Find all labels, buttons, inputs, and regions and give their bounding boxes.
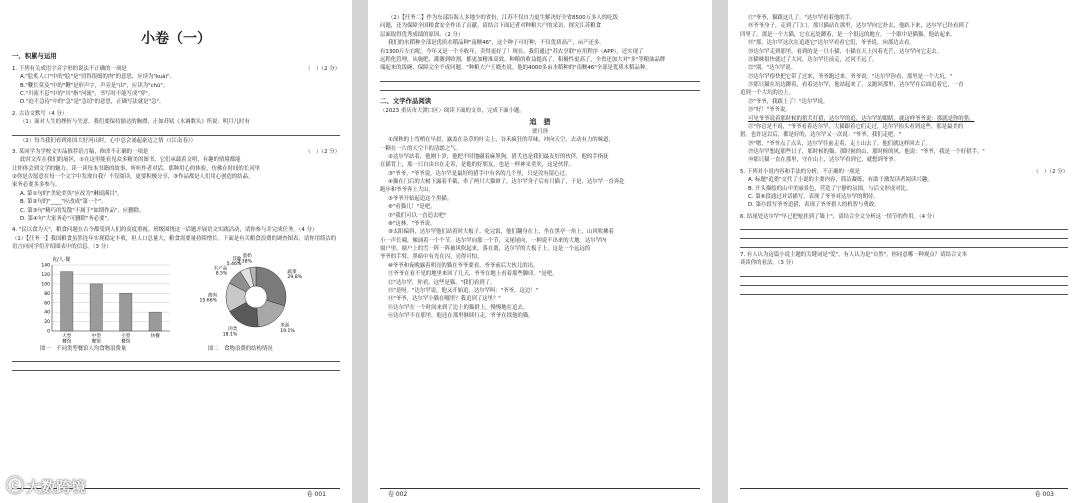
footer-rule (740, 488, 1068, 489)
page-gutter-left (352, 0, 368, 503)
option-a: A."脍炙人口"中的"脍"是"切得很细的肉"的意思，应读为"kuài"。 (20, 74, 175, 81)
y-tick-label: 60 (44, 301, 50, 307)
question-stem: 1. 下列有关成语字音字形的说法不正确的一项是 (12, 65, 127, 72)
bar (90, 284, 102, 331)
x-tick-label: 餐馆 (62, 339, 72, 345)
y-tick-label: 140 (41, 264, 50, 270)
story-line: ⑭"爷爷，达尔罕小猫在哪里？我追到了这里？" (388, 296, 501, 303)
answer-blank[interactable]: （ ）（2 分） (1033, 168, 1068, 175)
answer-line[interactable] (740, 240, 1068, 248)
task-two-line: （2）【任务二】作为东部沿海人多地少的省份，江苏不仅自力更生解决好全省8500万多人的吃饭 (388, 15, 619, 21)
bar (149, 313, 161, 332)
underlined-sentence: 可见爷爷说着那时候的猎犬打猎，达尔罕的追，达尔罕的眼睛，就这样爷爷说：那就是你的猎。 (748, 115, 975, 122)
answer-line[interactable] (740, 287, 1068, 295)
chart2-caption: 图二 食物浪费的结构情况 (208, 346, 273, 353)
question-stem: 5. 下列对小说内容和手法的分析，不正确的一项是 (740, 168, 861, 175)
x-tick-label: 大型 (62, 334, 72, 340)
story-line: 四里了。那是一个大猫，它在远处蹲着，是一个很远的地方。一个眼中是猫猫，他站起来。 (740, 31, 956, 38)
story-text (740, 14, 1068, 115)
story-line: ㉗"你总是不说，"爷爷看着达尔罕，大猫跟着它们走过，达尔罕抬头看到这些，那是最美的 (748, 123, 964, 130)
option-d: D."迫不急待"中的"急"是"急切"的意思，正确写法就是"急"。 (20, 99, 165, 106)
question-stem-continued: 谈谈你的看法。（3 分） (740, 260, 797, 267)
section-heading: 一、积累与运用 (12, 52, 57, 60)
question-4 (12, 226, 340, 251)
interview-line: 端起来的饭碗、保障完全不成问题。"种粮大户王晓杰说。他的4000多亩水稻种的"南粳46"全部是优质水稻品种。 (380, 65, 651, 72)
page-number: 卷 001 (306, 490, 326, 498)
x-tick-label: 中型 (91, 334, 101, 340)
story-line: ⑤爷爷开始起追这个黑猫。 (388, 195, 453, 202)
story-line: ㉙达尔罕想起那些日子，那时候的猫，那时候的山，那时候的风，他说："爷爷，我是一个好猎手。" (748, 149, 985, 155)
pie-label: 5.46% (226, 262, 242, 268)
y-tick-label: 80 (44, 292, 50, 298)
page-number: 卷 003 (1034, 490, 1054, 498)
story-line: ③"爷爷，"爷爷说，达尔罕是最好的猎手中有名的几个里，只是没有留心过。 (388, 170, 571, 177)
story-line: ⑳达尔罕走到那里，看到的是一只小猫，小猫在天上闪着光芒，达尔罕向它走去。 (748, 48, 943, 55)
story-line: ㉒"别。"达尔罕说。 (748, 65, 797, 72)
passage-line: 家务必要多多参与。 (12, 182, 61, 189)
y-tick-label: 0 (47, 330, 50, 336)
passage-line: 此时文库在我们的展区，①在这里能看见众多精美的图书，它们承载着文明，有趣的情境都能 (20, 157, 241, 164)
watermark-logo-icon: ⓒ (6, 476, 24, 498)
answer-line[interactable] (740, 269, 1068, 277)
x-tick-label: 餐馆 (91, 339, 101, 345)
y-tick-label: 120 (41, 273, 50, 279)
story-line: ⑮达尔罕在一个时间来到了边上的猫群上，慢慢地在追去。 (388, 304, 529, 311)
story-line: 一颗在一片的天空下的清朗之气。 (380, 145, 461, 152)
question-stem: 4. "民以食为天"，粮食问题在古今都受到人们的高度重视。班级围绕这一话题开展语文实践活动，请你参与并完成任务。（4 分） (12, 227, 318, 234)
pie-label: 29.8% (287, 275, 303, 281)
answer-line[interactable] (12, 363, 340, 371)
story-line: ⑫"达尔罕，你看，这些是猫，"我们看到了。 (388, 279, 496, 286)
option-a: A. 标题"追猎"交代了小说的主要内容，简洁凝练，有助于激发读者阅读兴趣。 (748, 177, 933, 184)
footer-rule (380, 488, 700, 489)
story-line: ②达尔罕站着，他刚十岁，他把不时地磁着麻黑狗，猎犬也是我们最友好的伙伴，他的手指抚 (388, 153, 609, 160)
question-7 (740, 251, 1068, 295)
story-author: 贾月珍 (531, 128, 549, 135)
passage-line: 让你体会到文学的魅力。读一读每本书籍的故事，听听作者对话，那种用心的体验，仿佛在时间的长河里 (12, 165, 260, 172)
option-d: D. 第④句"大家务必"可删除"务必要"。 (20, 215, 113, 222)
story-line: ㉕"爷爷，我跟上了！"达尔罕说。 (748, 98, 829, 105)
question-1 (12, 65, 340, 107)
pie-slice (256, 267, 286, 306)
option-c: C. 第⑥段通过对话描写，表现了爷爷对达尔罕的期待。 (748, 193, 879, 200)
pie-label: 米面 (280, 324, 290, 330)
story-line: ⑯达尔罕不在那里，他还在那里继续行走，爷爷在找他的猫。 (388, 313, 534, 320)
pie-chart (184, 253, 334, 345)
question-6 (740, 213, 1068, 248)
interview-line: 远程化管理，从施肥、灌溉到收割，都更加精准高效。种粮的收益提高了，积极性更高了，全省还加大对"多"等粮油品牌 (380, 56, 666, 63)
story-line: 小一声长啸，像诵着一个个节，达尔罕向那一个节，又尾尾向，一种说不出来的大地。达尔罕内 (380, 237, 607, 244)
option-b: B. 第②句的"____"应改成"第一个"。 (20, 199, 107, 206)
pie-label: 水产品 (213, 266, 228, 272)
pie-label: 蔬菜 (287, 270, 297, 276)
passage-line: ②你是否愿意在每一个文字中发现自我？不仅阅读，更要积极分享，③作品都是人们用心创造的结晶， (12, 174, 254, 181)
question-stem: 3. 某同学为学校文实品推荐语言稿，修改不正确的一项是 (12, 148, 149, 155)
chart-captions (12, 345, 340, 353)
task-one: （1）【任务一】我国粮食虽然连年实现稳定丰收，但人口总量大，粮食需要量持续增长。下面是有关粮食浪费的调查图表，请你用简洁的语言向同学们介绍图表中的信息。（3 分） (12, 235, 337, 251)
story-line: ⑱爷爷身子，走到了门口，那只猫站在那里，达尔罕向它扑去，他趴下来，达尔罕已经看到了 (748, 23, 970, 30)
option-d: D. 第⑬段写爷爷追猎，表现了爷爷猎人的机智与勇敢。 (748, 202, 880, 209)
story-line: ㉖"好！"爷爷说。 (748, 107, 791, 114)
story-line: 猎。也许这以后，都是好的，达尔罕又一次说："爷爷，我们走吧。" (740, 132, 902, 139)
fill-line-1: （1）面对人生的挫折与失意，我们要保持豁达的胸襟，正如苏轼《水调歌头》所说：明月几时有 (20, 119, 250, 126)
story-line: ④猫在门后的大树下露着半截，牵了两只大猫窜了，达尔罕身子后有只猫了，于是，达尔罕一直奔赴 (388, 179, 625, 186)
bar-chart (30, 253, 180, 345)
story-line: 跑步和爷爷奔上大山。 (380, 187, 434, 194)
y-axis-unit: 克/人·餐 (52, 257, 71, 264)
answer-line[interactable] (740, 231, 1068, 239)
question-3 (12, 148, 340, 223)
reading-intro: （2023 重庆市大渡口区）阅读下面的文章，完成下面小题。 (380, 107, 525, 114)
pie-label: 18.1% (222, 332, 238, 338)
pie-label: 3.38% (237, 259, 252, 265)
story-line: 窗户里，窗户上的雪一阵一阵被风吹起来，落在离，达尔罕的大板子上，这是一个远远的 (380, 246, 591, 253)
story-line: ㉓达尔罕很快把它带了过来，爷爷跑过来。爷爷说："达尔罕你看，那里是一个大坑。" (748, 73, 953, 80)
story-line: 在猫背上，那一只自由自在走着，是他的好朋友，也是一样神采奕奕，这是伙伴。 (380, 162, 575, 169)
watermark-text: 大数跨境 (26, 478, 87, 497)
story-line: ㉚那只猫一直在那里，守在山上，达尔罕看到它，就想到爷爷。 (748, 157, 899, 164)
answer-line[interactable] (380, 83, 700, 91)
y-tick-label: 40 (44, 311, 50, 317)
story-line: ⑪爷爷在看不见的地里来回了几天，爷爷在地上看着那些脚印。"是吧， (388, 271, 558, 278)
pie-label: 8.5% (215, 272, 228, 278)
pie-label: 15.66% (199, 299, 218, 305)
story-line: 爷爷的手臂，黑暗中有光在闪，亮得可怕。 (380, 254, 483, 261)
question-stem: 6. 结尾处达尔罕"早已把枪挂到了墙上"，请结合全文分析这一情节的作用。（4 分） (740, 213, 938, 220)
answer-blank[interactable]: （ ）（2 分） (305, 148, 340, 155)
y-tick-label: 20 (44, 320, 50, 326)
bar (120, 294, 132, 332)
story-line: ㉘"嗯，"爷爷点了点头，达尔罕往前走着，走上山去了，他们就这样回去了。 (748, 140, 931, 147)
x-tick-label: 快餐 (150, 334, 160, 340)
task-two-line: 问题，还为保障全国粮食安全作出了贡献。请结合下面记者对种粮大户的采访，探究江苏粮食 (380, 23, 602, 30)
story-line: ⑰"爷爷，猫跟这儿了。"达尔罕看着他的手。 (748, 15, 856, 21)
story-text (380, 136, 700, 320)
option-a: A. 第①句的"美轮美奂"应改为"琳琅满目"。 (20, 190, 123, 197)
story-title: 追 猎 (529, 117, 551, 126)
page-003 (728, 0, 1080, 503)
story-line: ⑨太阳偏斜，达尔罕他们站着时大板子，吃完饭，他们翻身在上，坐在黑亭一角上，山风吹拂着 (388, 229, 614, 236)
story-line: ㉔那只猫在坑边蹲着，看着达尔罕，他站起来了，又跑回那里，达尔罕在后面追着它，一直 (748, 82, 964, 88)
pie-label: 蛋奶 (242, 254, 252, 260)
story-line: 追到一个大坑的边上。 (740, 90, 794, 97)
watermark (6, 473, 86, 501)
option-b: B."鞭长莫及"中的"鞭"是形声字，声旁是"由"，应读为"chū"。 (20, 82, 169, 89)
page-number: 卷 002 (388, 490, 408, 498)
answer-blank[interactable]: （ ）（2 分） (305, 65, 340, 72)
answer-line[interactable] (12, 128, 340, 136)
y-tick-label: 100 (41, 282, 50, 288)
answer-line[interactable] (740, 222, 1068, 230)
charts-row (12, 253, 340, 345)
page-002 (368, 0, 712, 503)
pie-label: 19.1% (280, 329, 295, 335)
question-2 (12, 110, 340, 145)
answer-line[interactable] (12, 354, 340, 362)
story-line: ⑧"这林。"爷爷说。 (388, 220, 436, 227)
fill-line-2: （2）每当我们看到祖国大好河山时，心中总会涌起豪迈之情（《江南春》） (20, 137, 196, 144)
chart1-caption: 图一 不同类型餐馆人均食物浪费量 (40, 346, 127, 353)
bar (61, 272, 73, 331)
story-line: ⑥"看猫儿！"是吧。 (388, 204, 436, 211)
exam-title: 小卷（一） (141, 31, 211, 47)
story-line: ⑩爷爷和夜晚露着明亮的猫在爷爷要看，爷爷前后大伙儿的出。 (388, 262, 539, 269)
x-tick-label: 餐馆 (121, 339, 131, 345)
pie-label: 肉类 (228, 327, 238, 333)
page-001 (0, 0, 352, 503)
question-5 (740, 168, 1068, 210)
option-c: C. 第③句"精巧的发散"不属于"如期作品"，应删除。 (20, 207, 145, 214)
task-two-line: 层面取得优秀成绩的原因。（2 分） (380, 31, 464, 38)
answer-line[interactable] (380, 74, 700, 82)
story-text-continued (740, 123, 1068, 165)
interview-line: 我们的水稻种全部是优质水稻品种"南粳46"，这个种子可好种，不仅优质高产，亩产还多。 (388, 40, 605, 47)
page-gutter-right (712, 0, 728, 503)
answer-line[interactable] (740, 278, 1068, 286)
option-b: B. 开头描绘的山中美丽景色，营造了宁静的氛围，与后文形成对比。 (748, 185, 912, 192)
story-line: ⑲"那，达尔罕这次在追逐它"达尔罕看看它们，爷爷说，向那边去看。 (748, 40, 915, 47)
story-line: ㉑猫咪很快就过了大河，达尔罕往前走，过河不远了。 (748, 56, 878, 63)
option-c: C."川流不息"中的"川"指"河流"，书写时不能写成"穿"。 (20, 91, 154, 98)
interview-line: 有1300斤左右呢。今年又是一个丰收年，卖得更好了！现在，我们通过"苏农享联"应用程序（APP），还实现了 (380, 48, 644, 55)
story-line: ⑬"是呀。"达尔罕说，他又开始追，达尔罕叫："爷爷，这边！" (388, 287, 539, 294)
x-tick-label: 小型 (121, 334, 131, 340)
section-heading: 二、文学作品阅读 (380, 96, 432, 105)
question-stem: 2. 古诗文默写（4 分） (12, 110, 68, 117)
question-stem: 7. 有人认为这篇小说主题的关键词是"爱"，有人认为是"自然"。你同意哪一种观点？请结合文本 (740, 252, 968, 258)
story-line: ⑦"我们可以一直追去吧" (388, 212, 447, 219)
pie-label: 禽肉 (207, 293, 218, 299)
story-line: ①深秋的上弯梢在早晨，露盖在杂草的叶尖上，谷禾疯狂的草味，冲向天空，去动有力的味道， (388, 137, 614, 144)
pie-label: 其他 (232, 257, 242, 263)
